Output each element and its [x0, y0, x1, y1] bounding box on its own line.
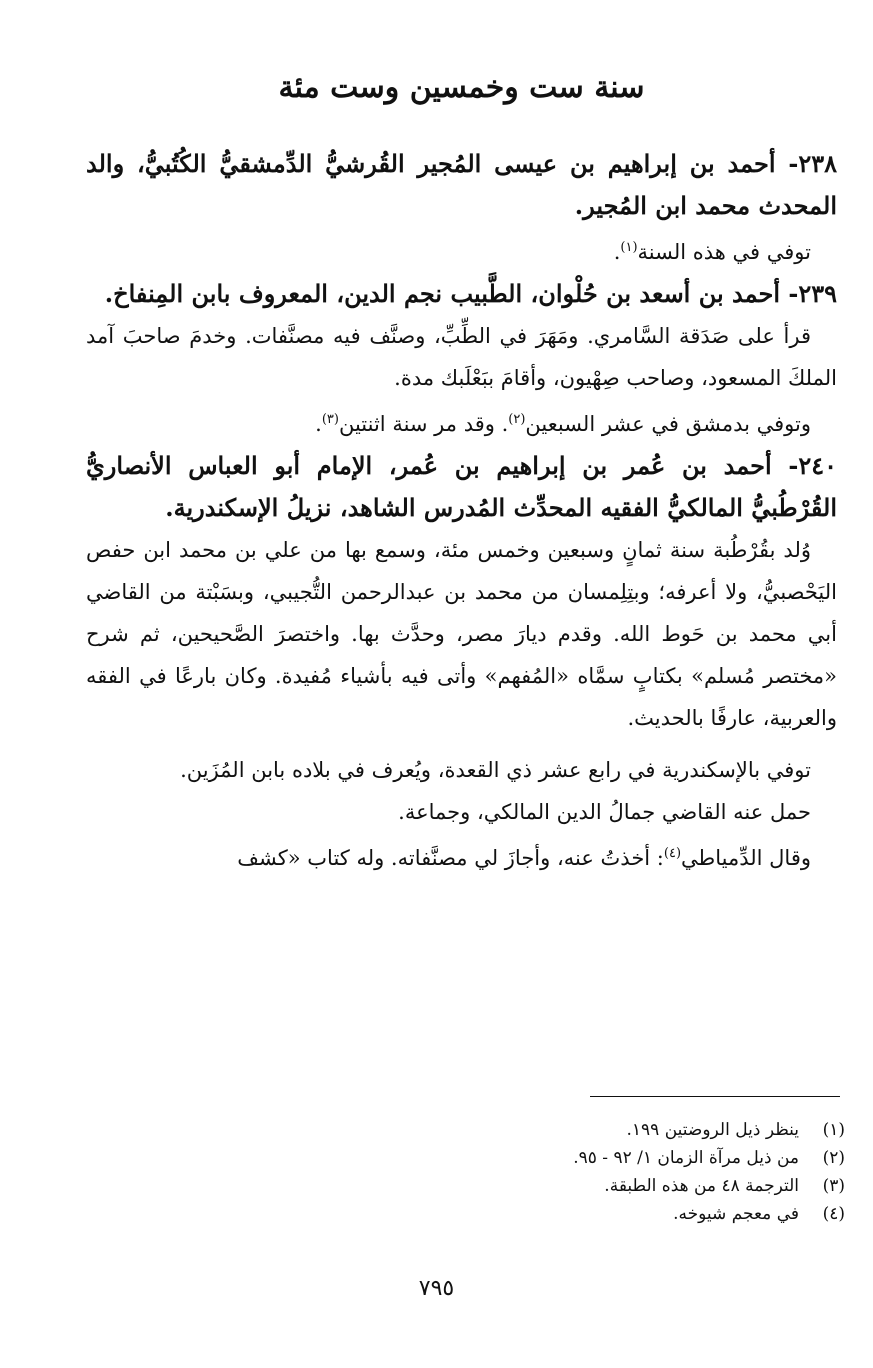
footnote-text: ينظر ذيل الروضتين ١٩٩. — [626, 1120, 799, 1140]
footnote-item — [300, 1116, 845, 1144]
footnote-number: (٣) — [822, 1176, 845, 1196]
entry-paragraph — [86, 791, 837, 833]
entry-heading — [86, 445, 837, 529]
paragraph-text: : أخذتُ عنه، وأجازَ لي مصنَّفاته. وله كتاب «كشف — [237, 846, 664, 870]
footnote-item — [300, 1172, 845, 1200]
entry-paragraph — [86, 399, 837, 445]
entry-heading — [86, 143, 837, 227]
footnote-divider — [590, 1096, 840, 1097]
footnote-number: (٢) — [822, 1148, 845, 1168]
footnote-number: (١) — [822, 1120, 845, 1140]
entry-paragraph — [86, 315, 837, 399]
footnote-item — [300, 1144, 845, 1172]
footnote-text: في معجم شيوخه. — [673, 1204, 799, 1224]
footnote-ref: (١) — [620, 240, 638, 255]
footnote-ref: (٣) — [321, 412, 339, 427]
entry-number: ٢٣٨- — [788, 149, 837, 178]
footnote-text: الترجمة ٤٨ من هذه الطبقة. — [604, 1176, 799, 1196]
footnotes — [300, 1116, 845, 1228]
entry-238 — [86, 143, 837, 273]
footnote-ref: (٤) — [663, 846, 682, 861]
entry-paragraph — [86, 833, 837, 879]
page-number: ٧٩٥ — [418, 1276, 455, 1301]
paragraph-text: . — [613, 240, 621, 264]
entry-heading-text: أحمد بن عُمر بن إبراهيم بن عُمر، الإمام أبو العباس الأنصاريُّ القُرْطُبيُّ المالكيُّ الفقيه المحدِّث المُدرس الشاهد، نزيلُ الإسكندرية. — [86, 451, 837, 522]
entry-paragraph — [86, 227, 837, 273]
page-title: سنة ست وخمسين وست مئة — [278, 70, 645, 105]
paragraph-text: وُلد بقُرْطُبة سنة ثمانٍ وسبعين وخمس مئة، وسمع بها من علي بن محمد ابن حفص اليَحْصبيُّ، ولا أعرفه؛ وبتِلِمسان من محمد بن عبدالرحمن التُّجيبي، وبسَبْتة من القاضي أبي محمد بن حَوط الله. وقدم ديارَ مصر، وحدَّث بها. واختصرَ الصَّحيحين، ثم شرح «مختصر مُسلم» بكتابٍ سمَّاه «المُفهم» وأتى فيه بأشياء مُفيدة. وكان بارعًا في الفقه والعربية، عارفًا بالحديث. — [86, 538, 837, 730]
footnote-number: (٤) — [822, 1204, 845, 1224]
entry-number: ٢٣٩- — [788, 279, 837, 308]
entry-239 — [86, 273, 837, 445]
entry-number: ٢٤٠- — [788, 451, 837, 480]
paragraph-text: وتوفي بدمشق في عشر السبعين — [525, 412, 811, 436]
paragraph-text: قرأ على صَدَقة السَّامري. ومَهَرَ في الطِّبِّ، وصنَّف فيه مصنَّفات. وخدمَ صاحبَ آمد الملكَ المسعود، وصاحب صِهْيون، وأقامَ ببَعْلَبك مدة. — [86, 324, 837, 390]
paragraph-text: توفي في هذه السنة — [637, 240, 811, 264]
footnote-item — [300, 1200, 845, 1228]
footnote-text: من ذيل مرآة الزمان ١/ ٩٢ - ٩٥. — [573, 1148, 799, 1168]
entry-heading-text: أحمد بن أسعد بن حُلْوان، الطَّبيب نجم الدين، المعروف بابن المِنفاخ. — [104, 279, 780, 308]
paragraph-text: . وقد مر سنة اثنتين — [338, 412, 509, 436]
footnote-ref: (٢) — [508, 412, 526, 427]
paragraph-text: . — [315, 412, 322, 436]
page-body — [86, 70, 837, 879]
entry-heading-text: أحمد بن إبراهيم بن عيسى المُجير القُرشيُّ الدِّمشقيُّ الكُتُبيُّ، والد المحدث محمد ابن المُجير. — [86, 149, 837, 220]
paragraph-gap — [86, 739, 837, 749]
entry-240 — [86, 445, 837, 879]
entry-paragraph — [86, 529, 837, 739]
paragraph-text: توفي بالإسكندرية في رابع عشر ذي القعدة، ويُعرف في بلاده بابن المُزَين. — [180, 758, 811, 782]
paragraph-text: حمل عنه القاضي جمالُ الدين المالكي، وجماعة. — [398, 800, 811, 824]
paragraph-text: وقال الدِّمياطي — [681, 846, 811, 870]
entry-paragraph — [86, 749, 837, 791]
entry-heading — [86, 273, 837, 315]
